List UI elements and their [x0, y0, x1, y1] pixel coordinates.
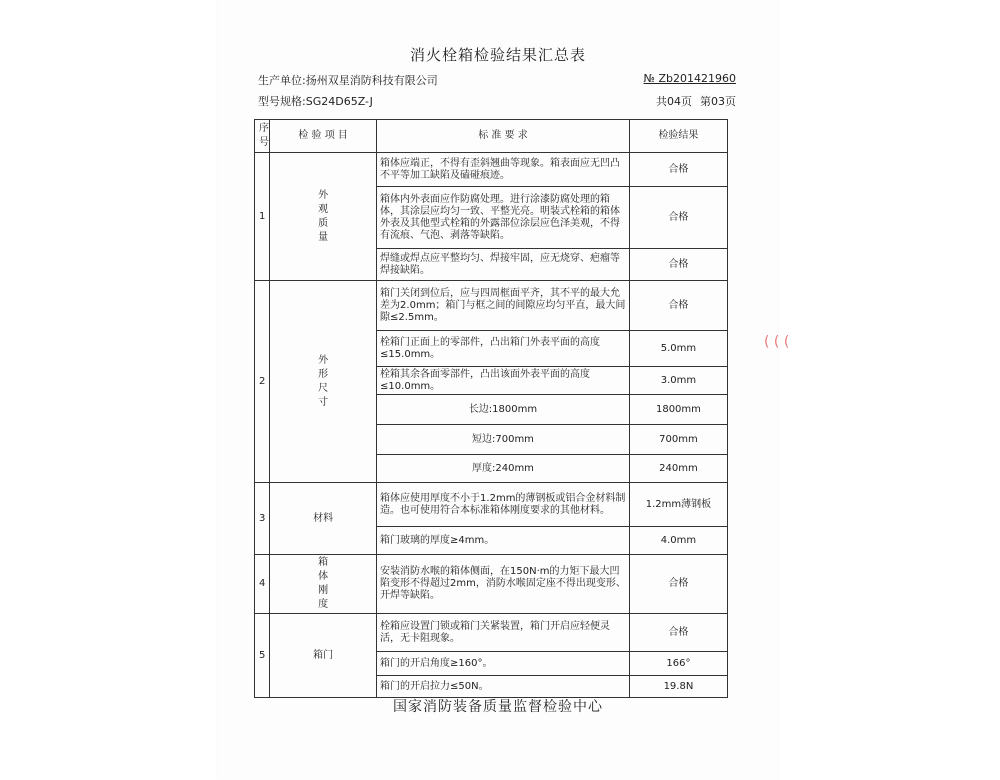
requirement-cell: 箱体应使用厚度不小于1.2mm的薄钢板或铝合金材料制造。也可使用符合本标准箱体刚度要求的其他材料。 — [377, 483, 630, 527]
inspection-item-label: 箱体刚度 — [318, 557, 329, 610]
table-row — [255, 614, 728, 652]
inspection-item — [270, 153, 377, 281]
inspection-table — [254, 119, 728, 698]
header-item: 检 验 项 目 — [270, 120, 377, 153]
document-title: 消火栓箱检验结果汇总表 — [409, 46, 586, 64]
requirement-cell: 短边:700mm — [377, 425, 630, 455]
table-row — [255, 281, 728, 331]
requirement-cell: 箱门的开启角度≥160°。 — [377, 652, 630, 676]
row-number: 2 — [255, 281, 270, 483]
table-body — [255, 153, 728, 698]
requirement-cell: 厚度:240mm — [377, 455, 630, 483]
requirement-cell: 栓箱门正面上的零部件，凸出箱门外表平面的高度≤15.0mm。 — [377, 331, 630, 367]
row-number: 3 — [255, 483, 270, 555]
model-line — [258, 93, 373, 109]
requirement-cell: 箱体应端正，不得有歪斜翘曲等现象。箱表面应无凹凸不平等加工缺陷及磕碰痕迹。 — [377, 153, 630, 187]
requirement-cell: 安装消防水喉的箱体侧面，在150N·m的力矩下最大凹陷变形不得超过2mm，消防水喉固定座不得出现变形、开焊等缺陷。 — [377, 555, 630, 614]
model-value: SG24D65Z-J — [305, 95, 373, 108]
result-cell: 1.2mm薄钢板 — [629, 483, 727, 527]
requirement-cell: 箱门玻璃的厚度≥4mm。 — [377, 527, 630, 555]
result-cell: 合格 — [629, 555, 727, 614]
table-row — [255, 153, 728, 187]
result-cell: 240mm — [629, 455, 727, 483]
requirement-cell: 箱门关闭到位后，应与四周框面平齐，其不平的最大允差为2.0mm；箱门与框之间的间隙应均匀平直，最大间隙≤2.5mm。 — [377, 281, 630, 331]
header-requirement: 标 准 要 求 — [377, 120, 630, 153]
inspection-item — [270, 614, 377, 698]
row-number: 4 — [255, 555, 270, 614]
producer-label: 生产单位: — [258, 74, 306, 87]
result-cell: 19.8N — [629, 676, 727, 698]
inspection-item — [270, 281, 377, 483]
producer-line — [258, 72, 438, 88]
result-cell: 合格 — [629, 187, 727, 249]
table-header-row — [255, 120, 728, 153]
result-cell: 合格 — [629, 249, 727, 281]
inspection-item — [270, 483, 377, 555]
header-result: 检验结果 — [629, 120, 727, 153]
document-page — [218, 0, 778, 780]
result-cell: 合格 — [629, 153, 727, 187]
red-stamp-fragment: ( ( ( — [764, 334, 790, 350]
requirement-cell: 箱体内外表面应作防腐处理。进行涂漆防腐处理的箱体，其涂层应均匀一致、平整光亮。明装式栓箱的箱体外表及其他型式栓箱的外露部位涂层应色泽美观，不得有流痕、气泡、剥落等缺陷。 — [377, 187, 630, 249]
result-cell: 合格 — [629, 614, 727, 652]
producer-value: 扬州双星消防科技有限公司 — [305, 74, 438, 87]
inspection-item-label: 箱门 — [313, 649, 334, 661]
requirement-cell: 箱门的开启拉力≤50N。 — [377, 676, 630, 698]
inspection-item-label: 材料 — [313, 512, 334, 524]
result-cell: 1800mm — [629, 395, 727, 425]
inspection-item — [270, 555, 377, 614]
row-number: 1 — [255, 153, 270, 281]
page-indicator — [656, 93, 736, 109]
result-cell: 3.0mm — [629, 367, 727, 395]
requirement-cell: 长边:1800mm — [377, 395, 630, 425]
inspection-item-label: 外观质量 — [318, 189, 329, 243]
result-cell: 700mm — [629, 425, 727, 455]
result-cell: 166° — [629, 652, 727, 676]
inspection-item-label: 外形尺寸 — [318, 354, 329, 408]
result-cell: 5.0mm — [629, 331, 727, 367]
requirement-cell: 焊缝或焊点应平整均匀、焊接牢固，应无烧穿、疤瘤等焊接缺陷。 — [377, 249, 630, 281]
result-cell: 合格 — [629, 281, 727, 331]
result-cell: 4.0mm — [629, 527, 727, 555]
header-no: 序号 — [255, 120, 270, 153]
total-pages: 共04页 — [656, 95, 692, 108]
requirement-cell: 栓箱应设置门锁或箱门关紧装置，箱门开启应轻便灵活，无卡阻现象。 — [377, 614, 630, 652]
issuer-footer: 国家消防装备质量监督检验中心 — [393, 699, 603, 715]
report-number: № Zb201421960 — [643, 72, 736, 85]
requirement-cell: 栓箱其余各面零部件，凸出该面外表平面的高度≤10.0mm。 — [377, 367, 630, 395]
table-row — [255, 555, 728, 614]
table-row — [255, 483, 728, 527]
row-number: 5 — [255, 614, 270, 698]
model-label: 型号规格: — [258, 95, 306, 108]
current-page: 第03页 — [700, 95, 736, 108]
